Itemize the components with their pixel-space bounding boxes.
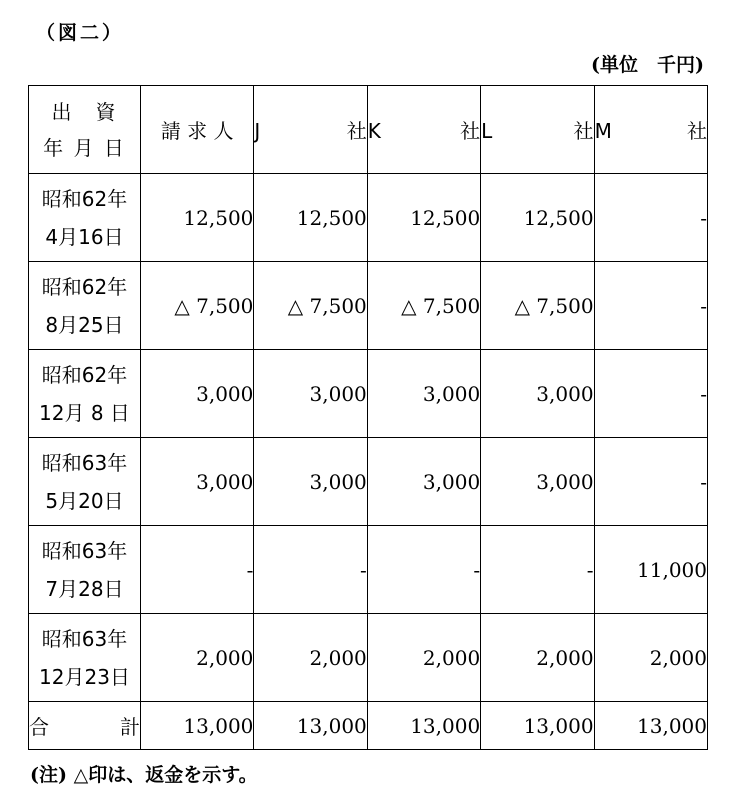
header-date-line1: 出 資 — [51, 99, 118, 124]
row-value: 3,000 — [254, 350, 367, 438]
table-row — [29, 614, 708, 702]
row-date — [29, 526, 141, 614]
row-value: 3,000 — [141, 438, 254, 526]
row-date-year: 昭和63年 — [41, 538, 128, 563]
table-row — [29, 262, 708, 350]
table-row — [29, 350, 708, 438]
row-date-year: 昭和62年 — [41, 186, 128, 211]
table-row — [29, 174, 708, 262]
row-date-day: 12月 8 日 — [39, 400, 130, 425]
row-value: 3,000 — [367, 438, 480, 526]
row-value: 3,000 — [141, 350, 254, 438]
row-value: - — [254, 526, 367, 614]
row-value: 2,000 — [594, 614, 707, 702]
row-value: 2,000 — [141, 614, 254, 702]
header-row — [29, 86, 708, 174]
row-date-year: 昭和63年 — [41, 626, 128, 651]
row-value: 2,000 — [367, 614, 480, 702]
header-date-line2: 年 月 日 — [43, 135, 126, 160]
header-company-l: L 社 — [481, 86, 594, 174]
row-value: 2,000 — [254, 614, 367, 702]
header-date — [29, 86, 141, 174]
row-date-year: 昭和63年 — [41, 450, 128, 475]
header-company-j: J 社 — [254, 86, 367, 174]
header-company-k: K 社 — [367, 86, 480, 174]
row-date — [29, 262, 141, 350]
row-value: △ 7,500 — [254, 262, 367, 350]
row-date-day: 4月16日 — [45, 224, 124, 249]
investment-table — [28, 85, 708, 750]
table-row — [29, 526, 708, 614]
table-row — [29, 438, 708, 526]
row-date-day: 12月23日 — [39, 664, 130, 689]
row-value: - — [481, 526, 594, 614]
total-value: 13,000 — [481, 702, 594, 750]
row-value: 12,500 — [367, 174, 480, 262]
row-date-year: 昭和62年 — [41, 362, 128, 387]
total-value: 13,000 — [254, 702, 367, 750]
row-date-day: 8月25日 — [45, 312, 124, 337]
row-date — [29, 350, 141, 438]
total-label: 合 計 — [29, 702, 141, 750]
row-value: 3,000 — [481, 438, 594, 526]
row-value: △ 7,500 — [481, 262, 594, 350]
row-value: - — [367, 526, 480, 614]
row-date-day: 5月20日 — [45, 488, 124, 513]
row-value: - — [594, 438, 707, 526]
unit-label: (単位 千円) — [591, 54, 704, 76]
row-value: 12,500 — [141, 174, 254, 262]
footnote: (注) △印は、返金を示す。 — [30, 764, 258, 786]
row-date-year: 昭和62年 — [41, 274, 128, 299]
row-value: - — [594, 174, 707, 262]
row-date-day: 7月28日 — [45, 576, 124, 601]
header-company-m: M 社 — [594, 86, 707, 174]
total-row — [29, 702, 708, 750]
row-value: 3,000 — [481, 350, 594, 438]
row-value: 12,500 — [254, 174, 367, 262]
row-value: 3,000 — [254, 438, 367, 526]
row-value: 12,500 — [481, 174, 594, 262]
row-value: 3,000 — [367, 350, 480, 438]
row-value: △ 7,500 — [141, 262, 254, 350]
row-value: 2,000 — [481, 614, 594, 702]
header-claimant: 請 求 人 — [141, 86, 254, 174]
row-value: - — [594, 350, 707, 438]
row-value: 11,000 — [594, 526, 707, 614]
row-value: - — [594, 262, 707, 350]
total-value: 13,000 — [367, 702, 480, 750]
row-date — [29, 614, 141, 702]
row-date — [29, 174, 141, 262]
total-value: 13,000 — [141, 702, 254, 750]
figure-title: （図二） — [36, 22, 125, 44]
row-value: △ 7,500 — [367, 262, 480, 350]
row-value: - — [141, 526, 254, 614]
row-date — [29, 438, 141, 526]
total-value: 13,000 — [594, 702, 707, 750]
